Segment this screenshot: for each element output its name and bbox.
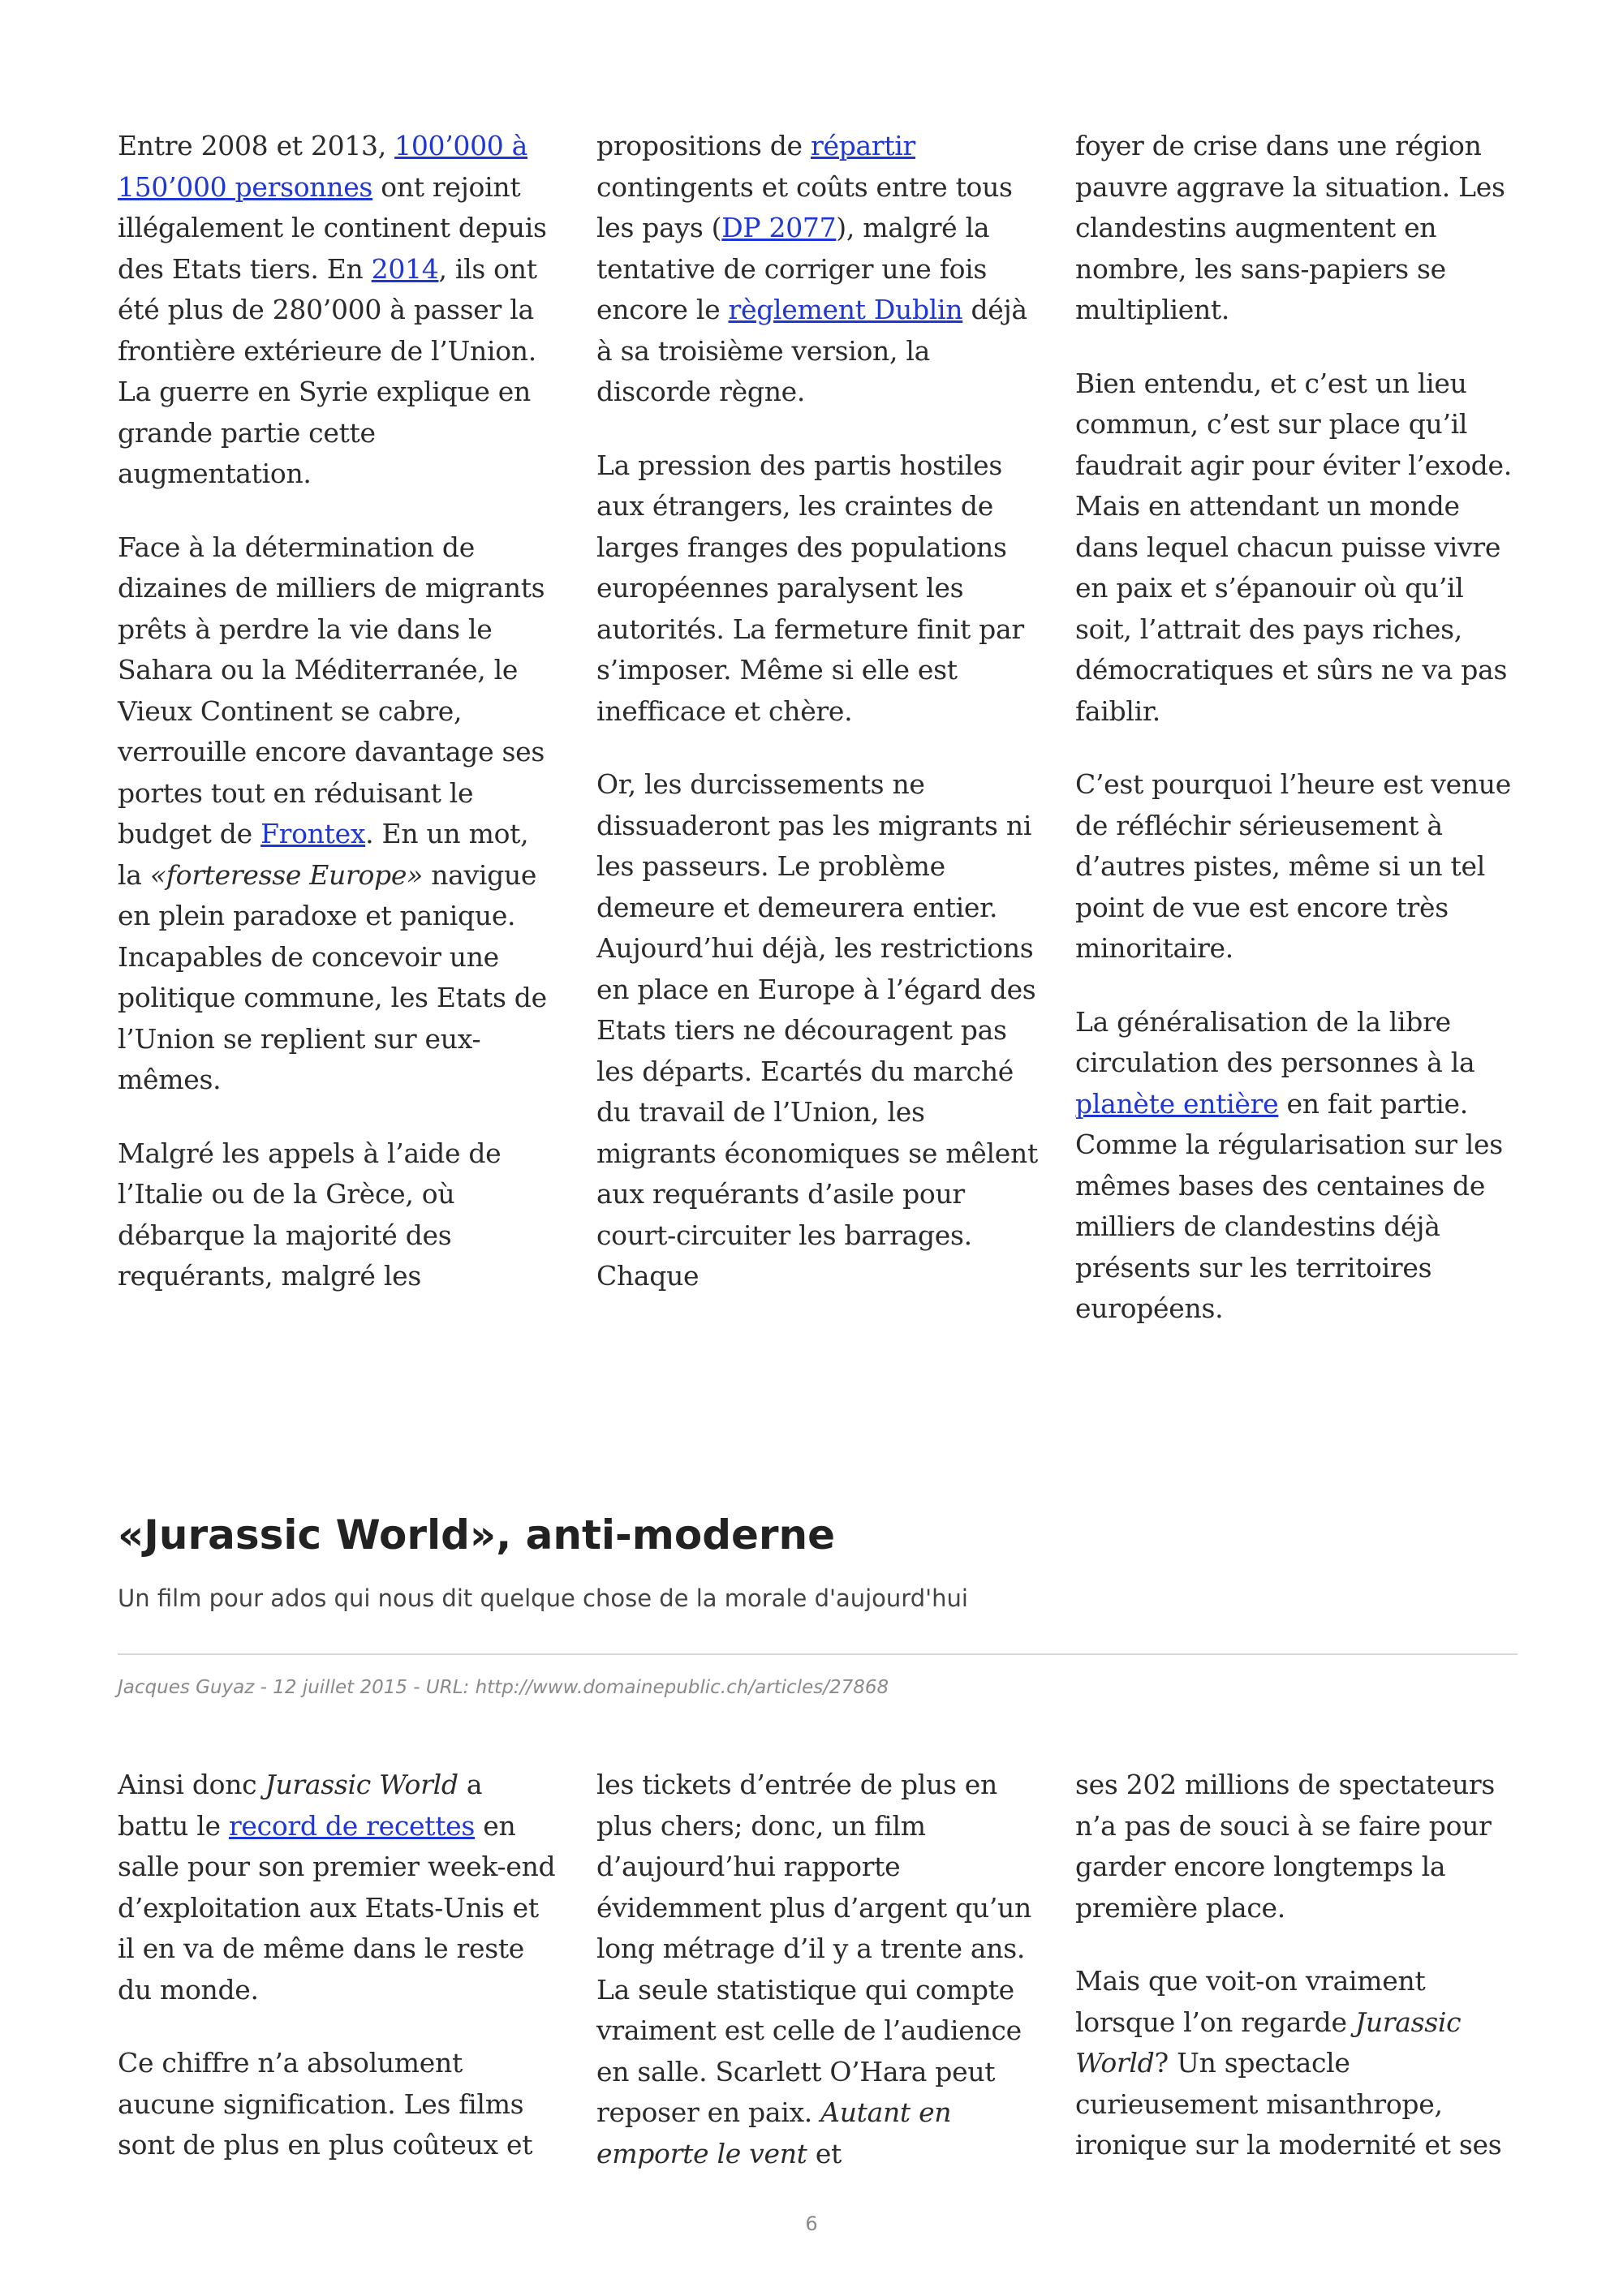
link-migrants-count[interactable]: 100’000 à 150’000 personnes: [118, 130, 528, 203]
article1-body: [118, 126, 1518, 1330]
paragraph: ses 202 millions de spectateurs n’a pas de souci à se faire pour garder encore longtemps la première place.: [1075, 1769, 1496, 1924]
paragraph: Entre 2008 et 2013, 100’000 à 150’000 personnes ont rejoint illégalement le continent depuis des Etats tiers. En 2014, ils ont été plus de 280’000 à passer la frontière extérieure de l’Union. La guerre en Syrie explique en grande partie cette augmentation.: [118, 130, 547, 489]
link-planete-entiere[interactable]: planète entière: [1075, 1087, 1279, 1120]
link-frontex[interactable]: Frontex: [260, 818, 366, 849]
link-2014[interactable]: 2014: [371, 252, 439, 285]
paragraph: Or, les durcissements ne dissuaderont pas les migrants ni les passeurs. Le problème demeure et demeurera entier. Aujourd’hui déjà, les restrictions en place en Europe à l’égard des Etats tiers ne découragent pas les départs. Ecartés du marché du travail de l’Union, les migrants économiques se mêlent aux requérants d’asile pour court-circuiter les barrages. Chaque: [596, 768, 1038, 1292]
paragraph: La pression des partis hostiles aux étrangers, les craintes de larges franges des populations européennes paralysent les autorités. La fermeture finit par s’imposer. Même si elle est inefficace et chère.: [596, 449, 1024, 727]
article1-column-2: [596, 126, 1039, 1330]
paragraph: La généralisation de la libre circulation des personnes à la planète entière en fait partie. Comme la régularisation sur les mêmes bases des centaines de milliers de clandestins déjà présents sur les territoires européens.: [1075, 1005, 1503, 1324]
article2-column-2: [596, 1765, 1039, 2174]
paragraph: Malgré les appels à l’aide de l’Italie ou de la Grèce, où débarque la majorité des requérants, malgré les: [118, 1137, 502, 1292]
divider: [118, 1653, 1518, 1655]
paragraph: Ce chiffre n’a absolument aucune signification. Les films sont de plus en plus coûteux et: [118, 2047, 533, 2161]
paragraph: Bien entendu, et c’est un lieu commun, c’est sur place qu’il faudrait agir pour éviter l’exode. Mais en attendant un monde dans lequel chacun puisse vivre en paix et s’épanouir où qu’il soit, l’attrait des pays riches, démocratiques et sûrs ne va pas faiblir.: [1075, 367, 1512, 727]
paragraph: propositions de répartir contingents et coûts entre tous les pays (DP 2077), malgré la tentative de corriger une fois encore le règlement Dublin déjà à sa troisième version, la discorde règne.: [596, 130, 1027, 407]
paragraph: foyer de crise dans une région pauvre aggrave la situation. Les clandestins augmentent en nombre, les sans-papiers se multiplient.: [1075, 130, 1505, 325]
paragraph: Ainsi donc Jurassic World a battu le record de recettes en salle pour son premier week-end d’exploitation aux Etats-Unis et il en va de même dans le reste du monde.: [118, 1769, 556, 2006]
article1-column-1: [118, 126, 560, 1330]
paragraph: les tickets d’entrée de plus en plus chers; donc, un film d’aujourd’hui rapporte évidemment plus d’argent qu’un long métrage d’il y a trente ans. La seule statistique qui compte vraiment est celle de l’audience en salle. Scarlett O’Hara peut reposer en paix. Autant en emporte le vent et: [596, 1769, 1031, 2169]
article2-meta: Jacques Guyaz - 12 juillet 2015 - URL: http://www.domainepublic.ch/articles/27868: [118, 1677, 889, 1698]
link-repartir[interactable]: répartir: [810, 130, 916, 161]
link-reglement-dublin[interactable]: règlement Dublin: [728, 294, 963, 325]
article2-column-3: [1075, 1765, 1518, 2174]
page-number: 6: [805, 2212, 818, 2235]
link-dp-2077[interactable]: DP 2077: [721, 212, 837, 243]
paragraph: Face à la détermination de dizaines de milliers de migrants prêts à perdre la vie dans le Sahara ou la Méditerranée, le Vieux Continent se cabre, verrouille encore davantage ses portes tout en réduisant le budget de Frontex. En un mot, la «forteresse Europe» navigue en plein paradoxe et panique. Incapables de concevoir une politique commune, les Etats de l’Union se replient sur eux-mêmes.: [118, 531, 547, 1095]
paragraph: C’est pourquoi l’heure est venue de réfléchir sérieusement à d’autres pistes, même si un tel point de vue est encore très minoritaire.: [1075, 768, 1511, 964]
link-record-de-recettes[interactable]: record de recettes: [228, 1809, 476, 1842]
article1-column-3: [1075, 126, 1518, 1330]
article2-column-1: [118, 1765, 560, 2174]
paragraph: Mais que voit-on vraiment lorsque l’on regarde Jurassic World? Un spectacle curieusement misanthrope, ironique sur la modernité et ses: [1075, 1965, 1502, 2161]
article2-subtitle: Un film pour ados qui nous dit quelque chose de la morale d'aujourd'hui: [118, 1584, 968, 1612]
article2-title: «Jurassic World», anti-moderne: [118, 1511, 836, 1559]
article2-body: [118, 1765, 1518, 2174]
